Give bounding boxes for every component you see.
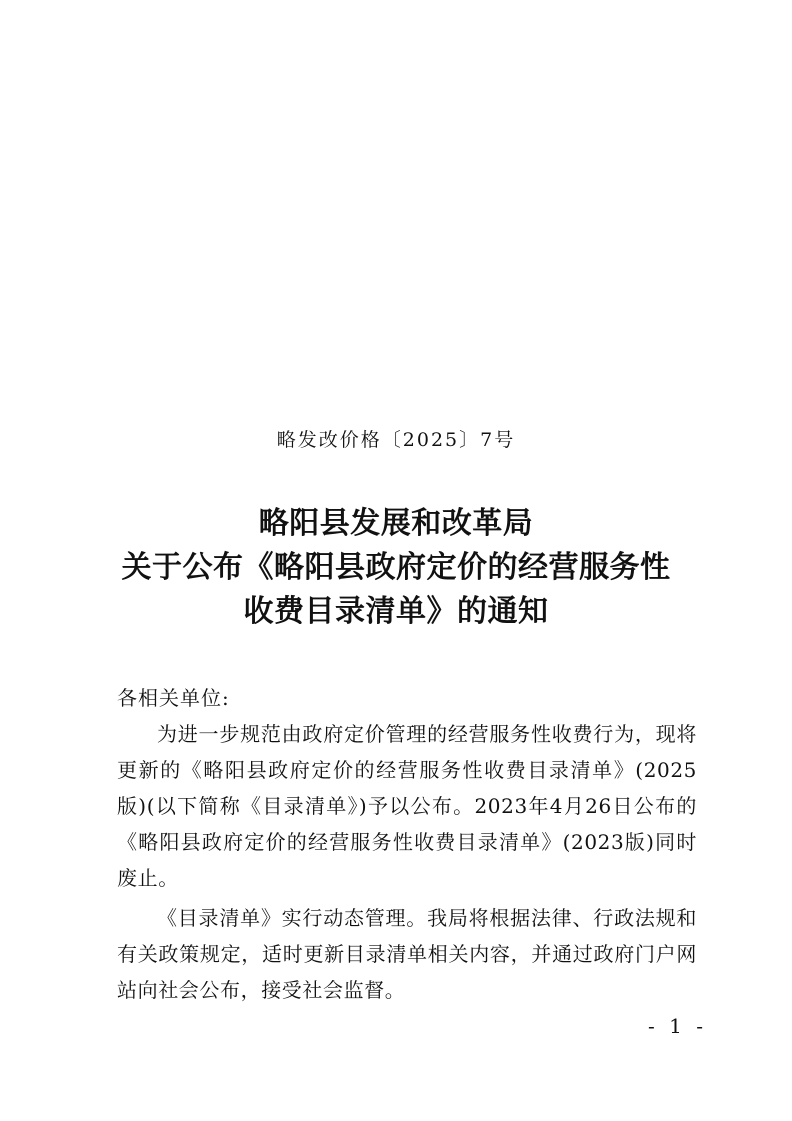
paragraph-1: 为进一步规范由政府定价管理的经营服务性收费行为，现将更新的《略阳县政府定价的经营服务性收费目录清单》(2025版)(以下简称《目录清单》)予以公布。2023年4月26日公布的《略阳县政府定价的经营服务性收费目录清单》(2023版)同时废止。 (117, 722, 697, 890)
title-line-1: 略阳县发展和改革局 (258, 506, 534, 541)
title-line-3: 收费目录清单》的通知 (243, 594, 549, 629)
page-number: - 1 - (648, 1014, 707, 1038)
salutation: 各相关单位: (117, 686, 230, 710)
document-number: 略发改价格〔2025〕7号 (276, 429, 516, 451)
document-body (117, 680, 697, 1008)
document-title (0, 502, 792, 634)
paragraph-2: 《目录清单》实行动态管理。我局将根据法律、行政法规和有关政策规定，适时更新目录清单相关内容，并通过政府门户网站向社会公布，接受社会监督。 (117, 906, 697, 1002)
title-line-2: 关于公布《略阳县政府定价的经营服务性 (121, 550, 671, 585)
